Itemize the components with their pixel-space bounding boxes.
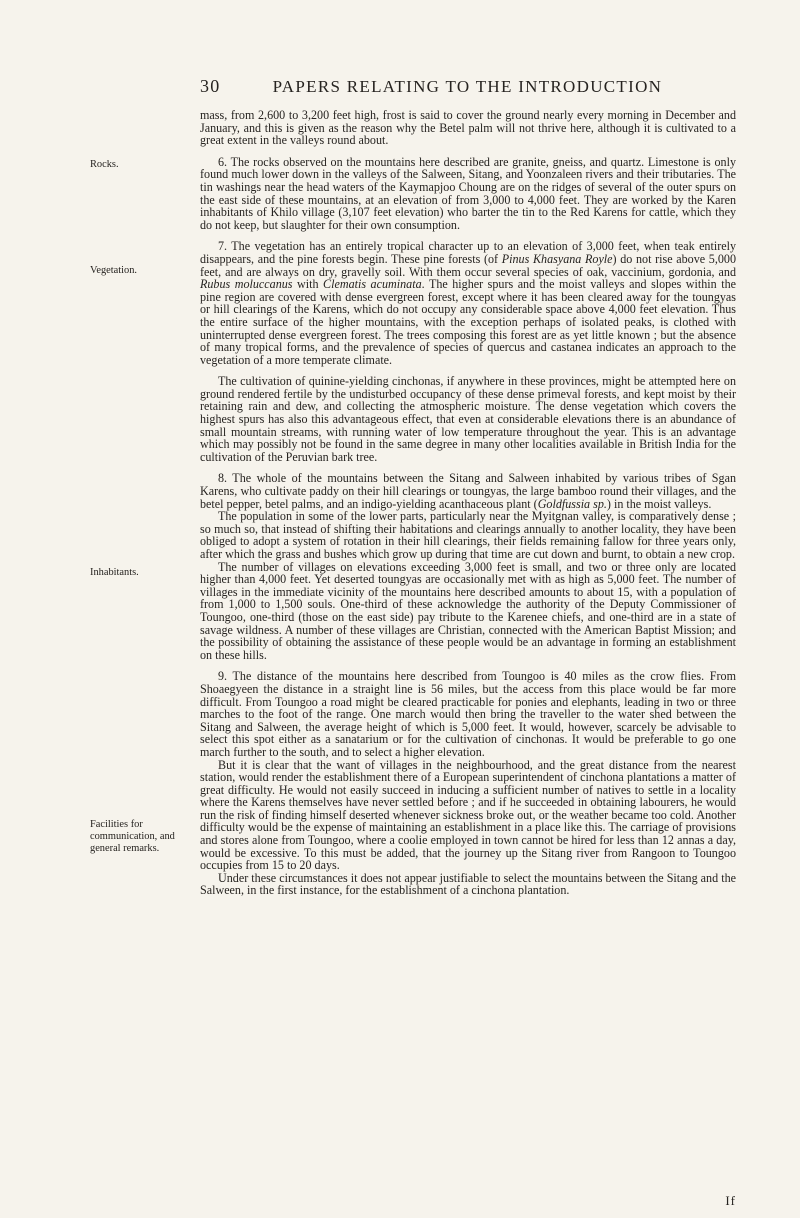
main-text <box>200 109 736 897</box>
sidenote-facilities: Facilities for communication, and general remarks. <box>90 819 175 854</box>
sidenote-vegetation: Vegetation. <box>90 265 138 276</box>
page-number: 30 <box>200 76 221 96</box>
species-clematis-acuminata: Clematis acuminata <box>323 277 422 292</box>
vegetation-text-3: with <box>292 277 324 292</box>
running-title: PAPERS RELATING TO THE INTRODUCTION <box>272 77 663 96</box>
paragraph-cinchona-cultivation: The cultivation of quinine-yielding cinchonas, if anywhere in these provinces, might be attempted here on ground rendered fertile by the undisturbed occupancy of these dense primeval forests, and kept moist by their retaining rain and dew, and collecting the atmospheric moisture. The dense vegetation which covers the highest spurs has also this advantageous effect, that even at considerable elevations there is an abundance of small mountain streams, with running water of low temperature throughout the year. This is an advantage which may possibly not be found in the same degree in many other localities available in British India for the cultivation of the Peruvian bark tree. <box>200 374 736 464</box>
catchword: If <box>725 1193 736 1208</box>
inhabitants-text-1: 8. The whole of the mountains between the Sitang and Salween inhabited by various tribes of Sgan Karens, who cultivate paddy on their hill clearings or toungyas, the large bamboo round their villages, and the betel pepper, betel palms, and an indigo-yielding acanthaceous plant ( <box>200 471 736 511</box>
paragraph-population: The population in some of the lower parts, particularly near the Myitgnan valley, is comparatively dense ; so much so, that instead of shifting their habitations and clearings annually to another locality, they have been obliged to adopt a system of rotation in their hill clearings, their fields remaining fallow for three years only, after which the grass and bushes which grow up during that time are cut down and burnt, to obtain a new crop. <box>200 509 736 561</box>
sidenote-inhabitants: Inhabitants. <box>90 567 139 578</box>
vegetation-text-1: 7. The vegetation has an entirely tropical character up to an elevation of 3,000 feet, when teak entirely disappears, and the pine forests begin. These pine forests (of <box>200 239 736 266</box>
paragraph-inhabitants <box>200 472 736 510</box>
species-goldfussia: Goldfussia sp. <box>537 496 607 511</box>
vegetation-text-2: ) do not rise above 5,000 feet, and are always on dry, gravelly soil. With them occur several species of oak, vaccinium, gordonia, and <box>200 251 736 279</box>
vegetation-text-4: . The higher spurs and the moist valleys and slopes within the pine region are covered with dense evergreen forest, except where it has been cleared away for the toungyas or hill clearings of the Karens, which do not occupy any considerable space above 4,000 feet elevation. Thus the entire surface of the higher mountains, with the exception perhaps of isolated peaks, is clothed with uninterrupted dense evergreen forest. The trees composing this forest are as yet little known ; but the absence of many tropical forms, and the prevalence of species of quercus and castanea indicates an approach to the vegetation of a more temperate climate. <box>200 277 736 367</box>
running-header <box>200 76 736 97</box>
paragraph-intro: mass, from 2,600 to 3,200 feet high, frost is said to cover the ground nearly every morning in December and January, and this is given as the reason why the Betel palm will not thrive here, although it is cultivated to a great extent in the valleys round about. <box>200 108 736 148</box>
sidenote-rocks: Rocks. <box>90 159 119 170</box>
paragraph-vegetation <box>200 240 736 366</box>
paragraph-rocks: 6. The rocks observed on the mountains here described are granite, gneiss, and quartz. Limestone is only found much lower down in the valleys of the Salween, Sitang, and Yoonzaleen rivers and their tributaries. The tin washings near the head waters of the Kaymapjoo Choung are on the ridges of several of the outer spurs on the east side of these mountains, at an elevation of from 3,000 to 4,000 feet. They are worked by the Karen inhabitants of Khilo village (3,107 feet elevation) who barter the tin to the Red Karens for cattle, which they do not keep, but slaughter for their own consumption. <box>200 154 736 232</box>
paragraph-villages: The number of villages on elevations exceeding 3,000 feet is small, and two or three only are located higher than 4,000 feet. Yet deserted toungyas are occasionally met with as high as 5,000 feet. The number of villages in the immediate vicinity of the mountains here described amounts to about 15, with a population of from 1,000 to 1,500 souls. One-third of these acknowledge the authority of the Deputy Commissioner of Toungoo, one-third (those on the east side) pay tribute to the Karenee chiefs, and one-third are in a state of savage wildness. A number of these villages are Christian, connected with the American Baptist Mission; and the possibility of obtaining the assistance of these people would be an advantage in forming an establishment on these hills. <box>200 559 736 662</box>
paragraph-conclusion: Under these circumstances it does not appear justifiable to select the mountains between the Sitang and the Salween, in the first instance, for the establishment of a cinchona plantation. <box>200 870 736 898</box>
inhabitants-text-2: ) in the moist valleys. <box>606 496 712 511</box>
paragraph-want-of-villages: But it is clear that the want of villages in the neighbourhood, and the great distance from the nearest station, would render the establishment there of a European superintendent of cinchona plantations a matter of great difficulty. He would not easily succeed in inducing a sufficient number of natives to settle in a locality where the Karens themselves have never settled before ; and if he succeeded in obtaining labourers, he would run the risk of finding himself deserted whenever sickness broke out, or the weather became too cold. Another difficulty would be the expense of maintaining an establishment in a place like this. The carriage of provisions and stores alone from Toungoo, where a coolie employed in town cannot be hired for less than 12 annas a day, would be excessive. To this must be added, that the journey up the Sitang river from Rangoon to Toungoo occupies from 15 to 20 days. <box>200 757 736 873</box>
species-rubus-moluccanus: Rubus moluccanus <box>200 277 293 292</box>
paragraph-distance: 9. The distance of the mountains here described from Toungoo is 40 miles as the crow flies. From Shoaegyeen the distance in a straight line is 56 miles, but the access from this place would be far more difficult. From Toungoo a road might be cleared practicable for ponies and elephants, leading in two or three marches to the foot of the range. One march would then bring the traveller to the water shed between the Sitang and Salween, the average height of which is 5,000 feet. It would, however, scarcely be advisable to select this spot either as a sanatarium or for the cultivation of cinchonas. It would be preferable to go one march further to the south, and to select a higher elevation. <box>200 669 736 759</box>
species-pinus-khasyana: Pinus Khasyana Royle <box>501 251 613 266</box>
